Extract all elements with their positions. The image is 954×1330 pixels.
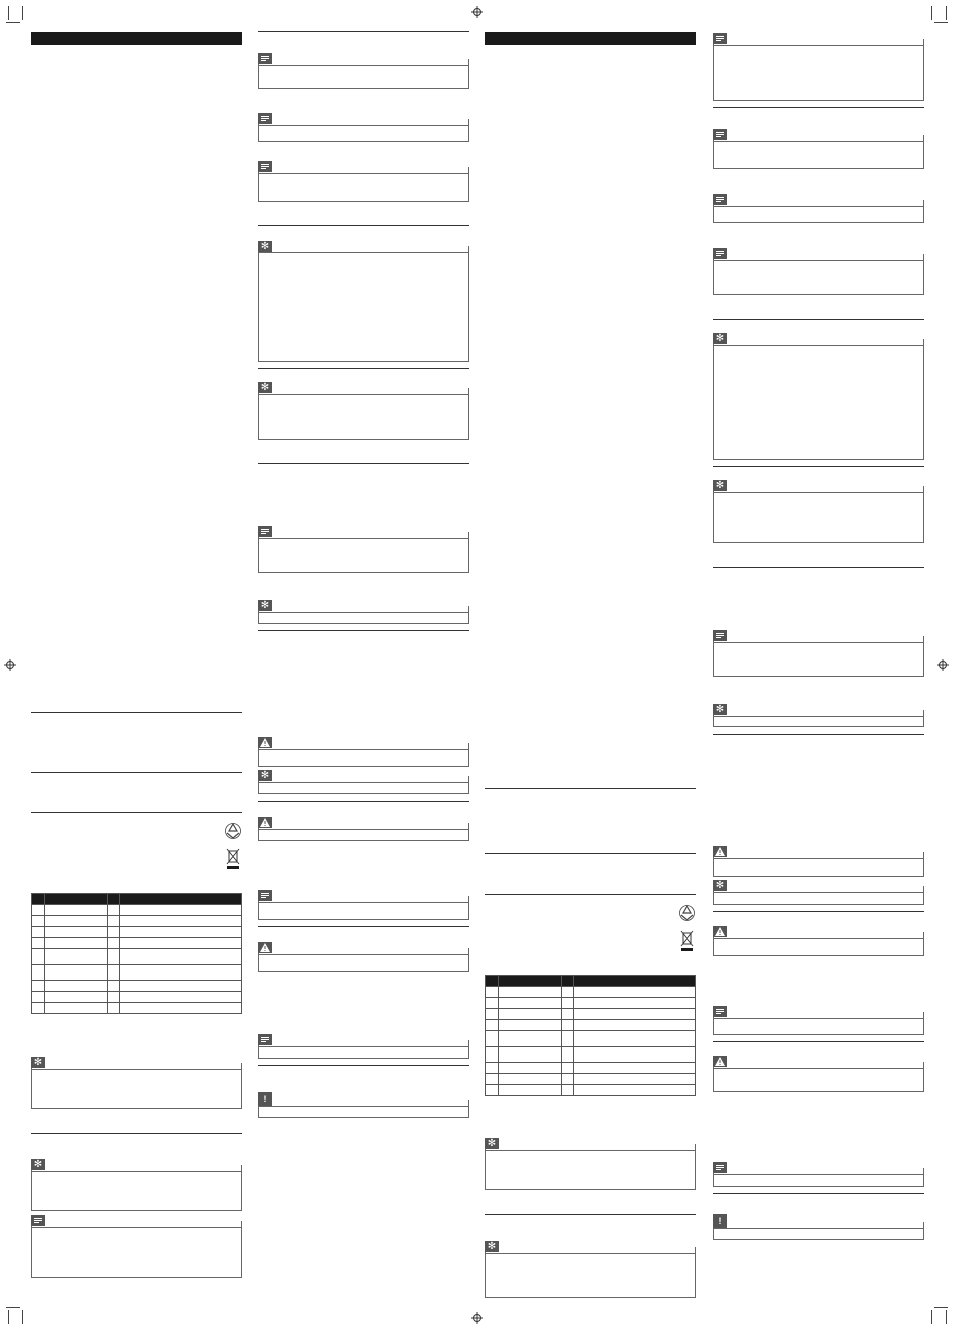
crop-mark — [934, 22, 948, 23]
warning-icon — [258, 737, 272, 748]
crop-mark — [22, 6, 23, 20]
crop-mark — [6, 22, 20, 23]
section-rule — [258, 1065, 469, 1066]
warning-box — [258, 743, 469, 767]
tip-box — [258, 246, 469, 362]
table-row — [486, 1074, 696, 1085]
section-rule — [713, 107, 924, 108]
caution-icon: ! — [713, 1214, 727, 1228]
crop-mark — [22, 1310, 23, 1324]
section-rule — [258, 31, 469, 32]
registration-mark-icon — [937, 659, 949, 671]
column-1 — [31, 0, 242, 1330]
section-rule — [713, 911, 924, 912]
registration-mark-icon — [4, 659, 16, 671]
section-rule — [485, 894, 696, 895]
note-icon — [713, 630, 727, 641]
note-icon — [258, 526, 272, 537]
tip-icon: ✻ — [258, 770, 272, 781]
table-row — [32, 905, 242, 916]
crop-mark — [946, 6, 947, 20]
registration-mark-icon — [471, 1312, 483, 1324]
note-icon — [258, 890, 272, 901]
note-icon — [713, 1006, 727, 1017]
note-box — [258, 1040, 469, 1059]
tip-icon: ✻ — [258, 382, 272, 393]
section-rule — [258, 801, 469, 802]
crop-mark — [931, 6, 932, 20]
tip-icon: ✻ — [713, 704, 727, 715]
section-rule — [713, 1193, 924, 1194]
section-rule — [485, 1214, 696, 1215]
table-row — [32, 981, 242, 992]
warning-icon — [713, 926, 727, 937]
section-rule — [713, 319, 924, 320]
registration-mark-icon — [471, 6, 483, 18]
tip-icon: ✻ — [31, 1159, 45, 1170]
tip-box — [713, 339, 924, 460]
crossed-bin-icon — [680, 930, 694, 952]
note-icon — [713, 1162, 727, 1173]
caution-box — [258, 1100, 469, 1118]
tip-icon: ✻ — [258, 241, 272, 252]
warning-box — [258, 948, 469, 972]
tip-box — [713, 486, 924, 543]
tip-box — [258, 606, 469, 624]
table-row — [32, 938, 242, 949]
table-row — [486, 1009, 696, 1020]
warning-icon — [713, 846, 727, 857]
table-row — [32, 1003, 242, 1014]
warning-box — [713, 852, 924, 877]
section-rule — [258, 225, 469, 226]
note-icon — [258, 53, 272, 64]
table-row — [486, 1047, 696, 1063]
note-icon — [258, 161, 272, 172]
note-box — [258, 896, 469, 920]
parts-table — [31, 893, 242, 1014]
tip-icon: ✻ — [485, 1138, 499, 1149]
recycle-icon — [224, 822, 242, 840]
tip-icon: ✻ — [713, 480, 727, 491]
crop-mark — [946, 1310, 947, 1324]
section-rule — [258, 463, 469, 464]
tip-icon: ✻ — [31, 1057, 45, 1068]
note-box — [713, 1012, 924, 1035]
tip-icon: ✻ — [485, 1241, 499, 1252]
note-box — [258, 119, 469, 142]
table-row — [486, 998, 696, 1009]
table-row — [486, 1020, 696, 1031]
section-rule — [31, 812, 242, 813]
table-row — [486, 987, 696, 998]
note-icon — [713, 129, 727, 140]
section-rule — [713, 1041, 924, 1042]
table-row — [486, 1063, 696, 1074]
section-rule — [485, 788, 696, 789]
parts-table — [485, 975, 696, 1096]
table-row — [32, 949, 242, 965]
tip-box — [31, 1165, 242, 1211]
recycle-icon — [678, 904, 696, 922]
warning-icon — [713, 1056, 727, 1067]
table-row — [32, 916, 242, 927]
note-box — [713, 254, 924, 295]
section-title-bar — [485, 32, 696, 45]
tip-box — [258, 388, 469, 440]
note-box — [713, 135, 924, 169]
note-box — [713, 39, 924, 101]
section-rule — [31, 712, 242, 713]
tip-box — [485, 1144, 696, 1190]
section-rule — [258, 630, 469, 631]
note-icon — [258, 1034, 272, 1045]
note-icon — [31, 1215, 45, 1226]
table-row — [486, 976, 696, 987]
tip-icon: ✻ — [713, 880, 727, 891]
section-rule — [713, 466, 924, 467]
section-rule — [258, 368, 469, 369]
tip-box — [485, 1247, 696, 1298]
warning-box — [713, 932, 924, 956]
caution-box — [713, 1222, 924, 1240]
table-row — [32, 927, 242, 938]
caution-icon: ! — [258, 1092, 272, 1106]
tip-icon: ✻ — [713, 333, 727, 344]
crop-mark — [6, 1307, 20, 1308]
tip-box — [713, 886, 924, 905]
column-3 — [485, 0, 696, 1330]
warning-box — [713, 1062, 924, 1092]
tip-box — [31, 1063, 242, 1109]
note-box — [258, 59, 469, 89]
column-2 — [258, 0, 469, 1330]
table-row — [32, 992, 242, 1003]
note-icon — [713, 248, 727, 259]
table-row — [486, 1085, 696, 1096]
section-rule — [485, 853, 696, 854]
table-row — [486, 1031, 696, 1047]
note-box — [258, 167, 469, 202]
crop-mark — [931, 1310, 932, 1324]
crop-mark — [934, 1307, 948, 1308]
crossed-bin-icon — [226, 848, 240, 870]
note-icon — [713, 33, 727, 44]
section-rule — [31, 1133, 242, 1134]
section-rule — [31, 772, 242, 773]
note-box — [258, 532, 469, 573]
section-rule — [713, 567, 924, 568]
tip-icon: ✻ — [258, 600, 272, 611]
tip-box — [258, 776, 469, 794]
note-icon — [258, 113, 272, 124]
table-row — [32, 894, 242, 905]
column-4 — [713, 0, 924, 1330]
note-box — [713, 1168, 924, 1187]
section-rule — [713, 734, 924, 735]
crop-mark — [8, 6, 9, 20]
note-box — [713, 636, 924, 677]
note-box — [31, 1221, 242, 1278]
note-box — [713, 200, 924, 223]
tip-box — [713, 710, 924, 727]
section-rule — [258, 926, 469, 927]
section-title-bar — [31, 32, 242, 45]
table-row — [32, 965, 242, 981]
note-icon — [713, 194, 727, 205]
warning-box — [258, 823, 469, 841]
warning-icon — [258, 942, 272, 953]
crop-mark — [8, 1310, 9, 1324]
warning-icon — [258, 817, 272, 828]
